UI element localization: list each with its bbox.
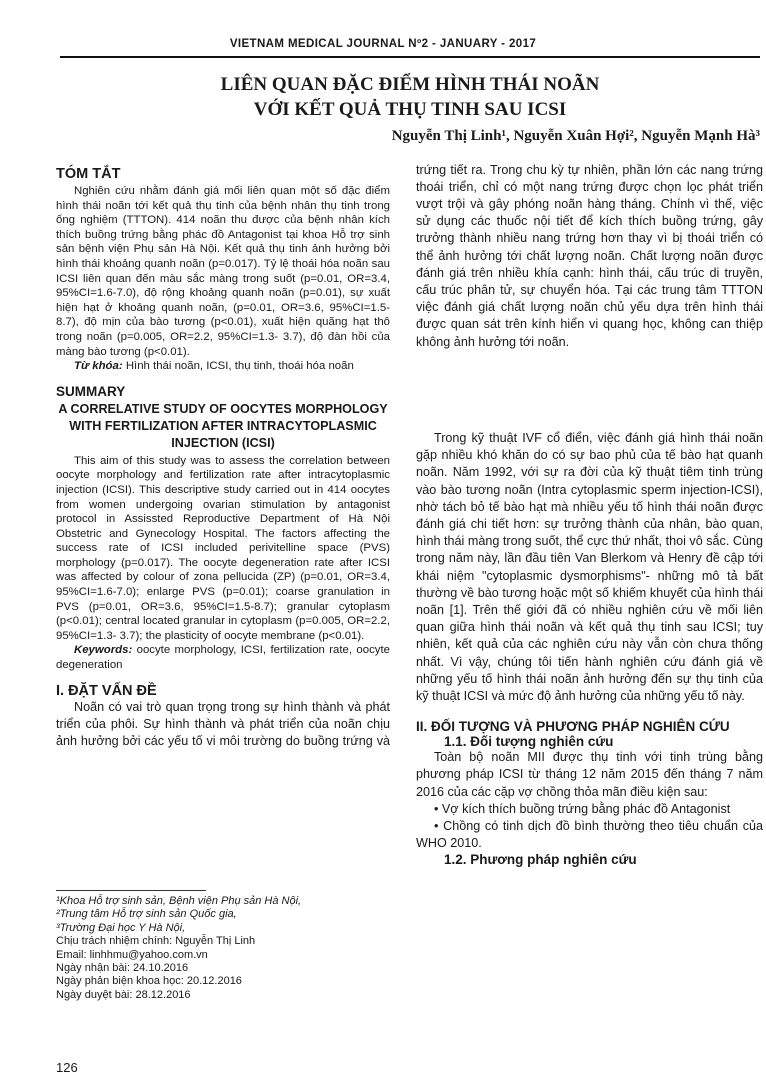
footnote-corresponding: Chịu trách nhiệm chính: Nguyễn Thị Linh <box>56 935 256 948</box>
article-title-line-1: LIÊN QUAN ĐẶC ĐIỂM HÌNH THÁI NOÃN <box>220 74 600 95</box>
section-2-heading: II. ĐỐI TƯỢNG VÀ PHƯƠNG PHÁP NGHIÊN CỨU <box>416 719 730 735</box>
right-column <box>416 162 763 867</box>
summary-body: This aim of this study was to assess the correlation between oocyte morphology and fertilization rate after intracytoplasmic injection (ICSI). This descriptive study carried out in 414 oocytes from women undergoing ovarian stimulation by antagonist protocol in Assissted Reproductive Department of Hà Nội Obstetric and Gynecology Hospital. The factors affecting the success rate of ICSI included perivitelline space (PVS) morphology (p=0.017). The oocyte degeneration rate after ICSI was affected by colour of zona pellucida (ZP) (p=0.01, OR=3.4, 95%CI=1.6-7.0); enlarge PVS (p=0.01); coarse granulation in PVS (p=0.01, OR=3.6, 95%CI=1.5-8.7); granular cytoplasm (p<0.01); central located granular in cytoplasm (p=0.005, OR=2.2, 95%CI=1.3- 3.7); the plasticity of oocyte membrane (p<0.01). <box>56 454 390 642</box>
abstract-vi-heading: TÓM TẮT <box>56 166 121 182</box>
page-number: 126 <box>56 1060 78 1075</box>
footnote-affiliation-3: ³Trường Đại học Y Hà Nội, <box>56 921 186 934</box>
subsection-1-2-heading: 1.2. Phương pháp nghiên cứu <box>444 852 637 868</box>
footnote-accepted: Ngày duyệt bài: 28.12.2016 <box>56 988 191 1001</box>
footnote-affiliation-1: ¹Khoa Hỗ trợ sinh sản, Bệnh viện Phụ sản Hà Nội, <box>56 895 302 907</box>
criteria-bullet-1: • Vợ kích thích buồng trứng bằng phác đồ Antagonist <box>434 801 731 816</box>
footnote-rule <box>56 890 206 891</box>
keywords-vi-text: Hình thái noãn, ICSI, thụ tinh, thoái hóa noãn <box>125 360 354 373</box>
abstract-vi-body: Nghiên cứu nhằm đánh giá mối liên quan một số đặc điểm hình thái noãn tới kết quả thụ tinh của bệnh nhân thụ tinh trong ống nghiệm (TTTON). 414 noãn thu được của bệnh nhân kích thích buồng trứng bằng phác đồ Antagonist tại khoa Hỗ trợ sinh sản bệnh viện Phụ sản Hà Nội. Kết quả thụ tinh ảnh hưởng bởi hình thái khoảng quanh noãn (p=0.017). Tỷ lệ thoái hóa noãn sau ICSI liên quan đến màu sắc màng trong suốt (p=0.01, OR=3.4, 95%CI=1.6-7.0), độ rộng khoảng quanh noãn (p=0.01), sự xuất hiện hạt ở khoảng quanh noãn, (p=0.01, OR=3.6, 95%CI=1.5-8.7), độ mịn của bào tương (p<0.01), xuất hiện quãng hạt thô trong noãn (p=0.005, OR=2.2, 95%CI=1.3- 3.7), độ đàn hồi của màng bào tương (p<0.01). <box>56 185 390 358</box>
footnote-received: Ngày nhận bài: 24.10.2016 <box>56 962 189 975</box>
left-column <box>56 166 390 751</box>
section-2-paragraph-1: Toàn bộ noãn MII được thụ tinh với tinh trùng bằng phương pháp ICSI từ tháng 12 năm 2015 đến tháng 7 năm 2016 của các cặp vợ chồng thỏa mãn điều kiện sau: <box>416 750 763 799</box>
footnote-email: Email: linhhmu@yahoo.com.vn <box>56 948 208 961</box>
section-1-continued <box>416 162 763 424</box>
summary-title: A CORRELATIVE STUDY OF OOCYTES MORPHOLOGY WITH FERTILIZATION AFTER INTRACYTOPLASMIC INJECTION (ICSI) <box>58 401 388 450</box>
section-1-start <box>56 699 390 751</box>
abstract-vi-keywords <box>56 359 390 374</box>
journal-header: VIETNAM MEDICAL JOURNAL Nº2 - JANUARY - 2017 <box>229 38 537 50</box>
summary-heading: SUMMARY <box>56 383 126 399</box>
section-1-paragraph-2: Trong kỹ thuật IVF cổ điển, việc đánh giá hình thái noãn gặp nhiều khó khăn do có sự bao phủ của tế bào hạt quanh noãn. Năm 1992, với sự ra đời của kỹ thuật tiêm tinh trùng vào bào tương noãn (Intra cytoplasmic sperm injection-ICSI), nhờ tách bỏ tế bào hạt mà nhiều yếu tố hình thái noãn được đánh giá chi tiết hơn: sự trưởng thành của nhân, bào quan, hình thái màng trong suốt, thể cực thứ nhất, thoi vô sắc. Cùng trong năm này, lần đầu tiên Van Blerkom và Henry đề cập tới khái niệm "cytoplasmic dysmorphisms"- những mô tả bất thường về bào tương hoặc một số khiếm khuyết của hình thái noãn [1]. Trên thế giới đã có nhiều nghiên cứu về mối liên quan giữa hình thái noãn và kết quả thụ tinh sau ICSI; tuy nhiên, kết quả của các nghiên cứu này vẫn còn chưa thống nhất. Vì vậy, chúng tôi tiến hành nghiên cứu đánh giá về những yếu tố hình thái noãn ảnh hưởng đến sự thụ tinh của kỹ thuật ICSI và mức độ ảnh hưởng của những yếu tố này. <box>416 431 763 704</box>
summary-keywords <box>56 643 390 672</box>
keywords-en-label: Keywords: <box>74 644 133 657</box>
section-1-heading: I. ĐẶT VẤN ĐỀ <box>56 682 157 699</box>
header-rule <box>60 56 760 58</box>
footnotes <box>56 895 386 1002</box>
criteria-bullet-2: • Chồng có tinh dịch đồ bình thường theo tiêu chuẩn của WHO 2010. <box>416 819 763 851</box>
keywords-vi-label: Từ khóa: <box>74 360 123 373</box>
authors: Nguyễn Thị Linh¹, Nguyễn Xuân Hợi², Nguyễn Mạnh Hà³ <box>391 128 760 144</box>
footnote-affiliation-2: ²Trung tâm Hỗ trợ sinh sản Quốc gia, <box>56 908 237 921</box>
section-1-paragraph-1: Noãn có vai trò quan trọng trong sự hình thành và phát triển của phôi. Sự hình thành và phát triển của noãn chịu ảnh hưởng bởi các yếu tố vi môi trường do buồng trứng và <box>56 699 390 749</box>
article-title-line-2: VỚI KẾT QUẢ THỤ TINH SAU ICSI <box>253 99 567 120</box>
footnote-reviewed: Ngày phản biện khoa học: 20.12.2016 <box>56 975 242 988</box>
section-1-paragraph-1-continued: trứng tiết ra. Trong chu kỳ tự nhiên, phần lớn các nang trứng thoái triển, chỉ có một nang trứng được chọn lọc phát triển vượt trội và gây phóng noãn hàng tháng. Chính vì thế, việc sử dụng các thuốc nội tiết để kích thích buồng trứng, gây trưởng thành nhiều nang trứng hơn thay vì bị thoái triển có thể ảnh hưởng tới chất lượng noãn. Chất lượng noãn được đánh giá trên nhiều khía cạnh: hình thái, cấu trúc di truyền, cấu trúc phân tử, sự chuyển hóa. Tại các trung tâm TTTON việc đánh giá chất lượng noãn chủ yếu dựa trên hình thái được quan sát trên kính hiển vi quang học, không can thiệp không ảnh hưởng tới noãn. <box>416 162 763 349</box>
subsection-1-1-heading: 1.1. Đối tượng nghiên cứu <box>444 734 614 750</box>
keywords-en-text: oocyte morphology, ICSI, fertilization rate, oocyte degeneration <box>56 644 390 672</box>
